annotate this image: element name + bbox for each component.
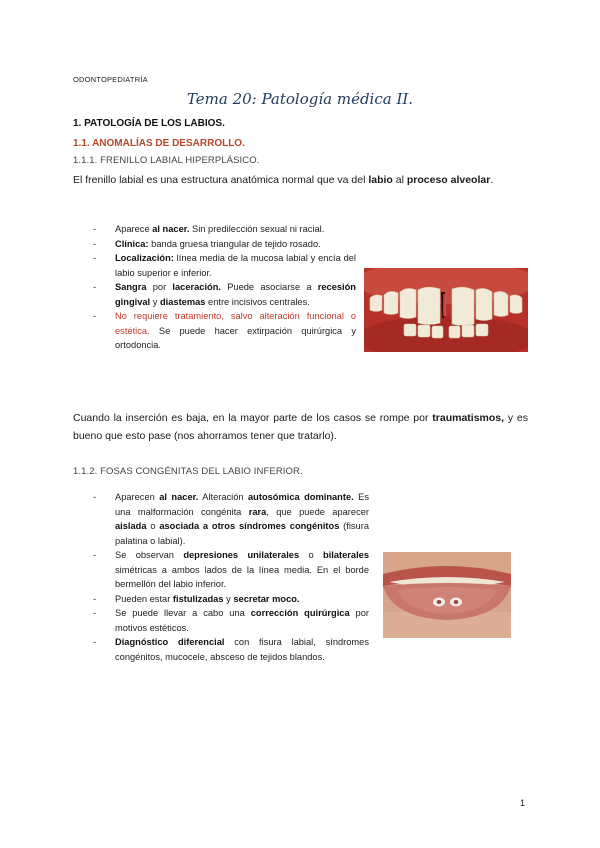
heading-lip-pits: 1.1.2. FOSAS CONGÉNITAS DEL LABIO INFERIOR. [73, 466, 303, 477]
lip-pits-clinical-photo [383, 552, 511, 638]
list-item: - Aparecen al nacer. Alteración autosómica dominante. Es una malformación congénita rara, que puede aparecer aislada o asociada a otros síndromes congénitos (fisura palatina o labial). [93, 490, 369, 548]
frenum-insertion-paragraph: Cuando la inserción es baja, en la mayor parte de los casos se rompe por traumatismos, y es bueno que esto pase (nos ahorramos tener que tratarlo). [73, 412, 528, 442]
list-item: - Se observan depresiones unilaterales o bilaterales simétricas a ambos lados de la línea media. En el borde bermellón del labio inferior. [93, 548, 369, 592]
heading-labial-frenum: 1.1.1. FRENILLO LABIAL HIPERPLÁSICO. [73, 155, 260, 166]
list-item: - Pueden estar fistulizadas y secretar moco. [93, 592, 369, 607]
document-title: Tema 20: Patología médica II. [186, 90, 414, 108]
list-item: - Sangra por laceración. Puede asociarse a recesión gingival y diastemas entre incisivos centrales. [93, 280, 356, 309]
list-item: - Diagnóstico diferencial con fisura labial, síndromes congénitos, mucocele, absceso de tejidos blandos. [93, 635, 369, 664]
heading-developmental-anomalies: 1.1. ANOMALÍAS DE DESARROLLO. [73, 138, 245, 149]
running-head: ODONTOPEDIATRÍA [73, 75, 148, 84]
list-item: - Localización: línea media de la mucosa labial y encía del labio superior e inferior. [93, 251, 356, 280]
page-number: 1 [520, 798, 526, 808]
lip-pits-bullet-list [93, 490, 369, 664]
list-item: - Clínica: banda gruesa triangular de tejido rosado. [93, 237, 356, 252]
list-item: - Se puede llevar a cabo una corrección quirúrgica por motivos estéticos. [93, 606, 369, 635]
frenum-clinical-photo [364, 268, 528, 352]
heading-lip-pathology: 1. PATOLOGÍA DE LOS LABIOS. [73, 118, 225, 129]
list-item: - No requiere tratamiento, salvo alteración funcional o estética. Se puede hacer extirpación quirúrgica y ortodoncia. [93, 309, 356, 353]
frenum-intro-paragraph: El frenillo labial es una estructura anatómica normal que va del labio al proceso alveolar. [73, 174, 494, 186]
list-item: - Aparece al nacer. Sin predilección sexual ni racial. [93, 222, 356, 237]
frenum-bullet-list [93, 222, 356, 353]
